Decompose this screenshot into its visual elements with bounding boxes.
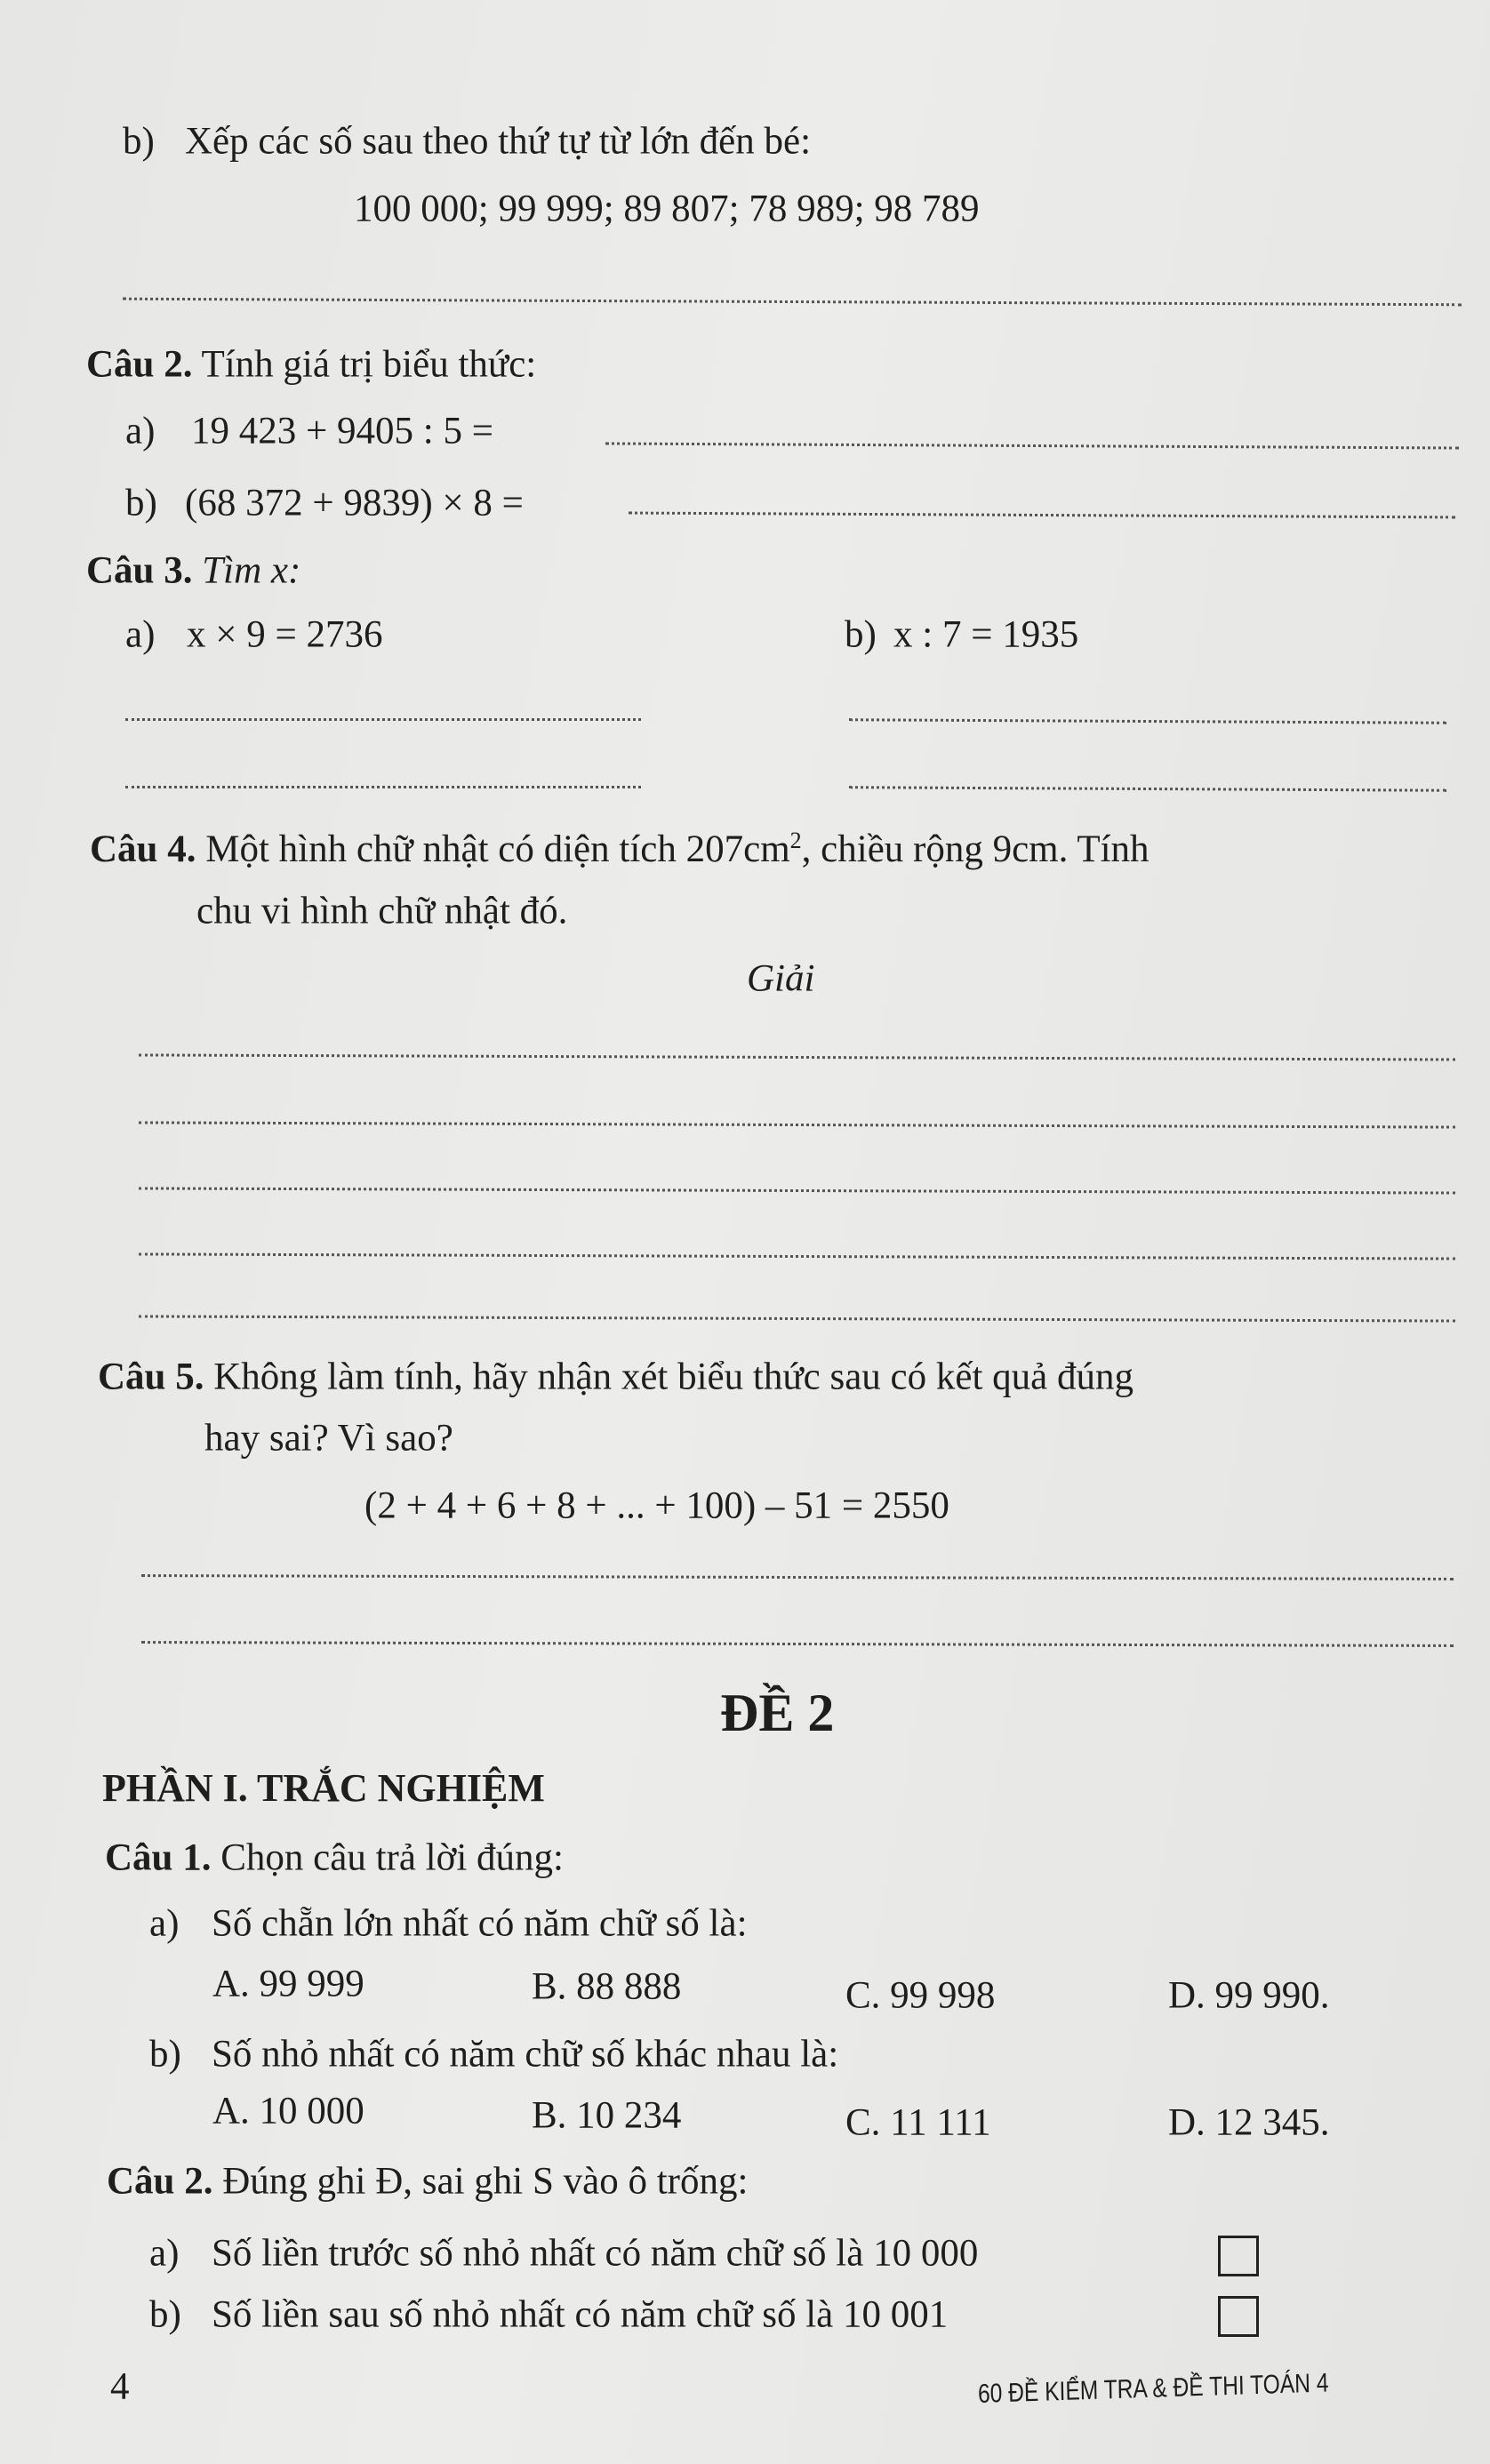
q4-text-post: , chiều rộng 9cm. Tính	[801, 828, 1150, 871]
q2-title: Câu 2.	[86, 343, 193, 386]
answer-line[interactable]	[139, 1187, 1455, 1194]
q1b-text: Xếp các số sau theo thứ tự từ lớn đến bé:	[185, 120, 812, 163]
q1b-label: b)	[123, 120, 155, 163]
de2-q1-text: Chọn câu trả lời đúng:	[220, 1836, 565, 1879]
q4-line2: chu vi hình chữ nhật đó.	[196, 890, 568, 932]
q3a-expr: x × 9 = 2736	[187, 613, 383, 656]
answer-line[interactable]	[849, 718, 1446, 724]
q1b-numbers: 100 000; 99 999; 89 807; 78 989; 98 789	[354, 188, 980, 230]
answer-line[interactable]	[849, 786, 1446, 792]
answer-line[interactable]	[605, 442, 1459, 449]
q5-expr: (2 + 4 + 6 + 8 + ... + 100) – 51 = 2550	[364, 1484, 949, 1527]
answer-line[interactable]	[629, 512, 1455, 519]
option-d: D. 99 990.	[1168, 1974, 1330, 2017]
answer-line[interactable]	[139, 1053, 1455, 1060]
q5-text: Không làm tính, hãy nhận xét biểu thức sau có kết quả đúng	[213, 1356, 1134, 1398]
de2-q1a-label: a)	[149, 1902, 180, 1945]
q3a-label: a)	[125, 613, 156, 656]
answer-line[interactable]	[139, 1252, 1455, 1260]
q2a-label: a)	[125, 410, 156, 452]
option-c: C. 11 111	[845, 2101, 991, 2144]
de2-title: ĐỀ 2	[720, 1684, 835, 1742]
de2-q2-title: Câu 2.	[107, 2160, 213, 2203]
de2-q1-title: Câu 1.	[105, 1836, 212, 1879]
option-b: B. 88 888	[532, 1965, 682, 2008]
answer-line[interactable]	[123, 298, 1462, 307]
option-d: D. 12 345.	[1168, 2101, 1330, 2144]
q4-solution-heading: Giải	[747, 957, 815, 1000]
option-a: A. 99 999	[212, 1963, 364, 2005]
q3b-expr: x : 7 = 1935	[893, 613, 1079, 656]
q2b-label: b)	[125, 482, 157, 524]
q4-sup: 2	[789, 827, 802, 853]
answer-line[interactable]	[139, 1315, 1455, 1322]
option-a: A. 10 000	[212, 2090, 364, 2132]
option-b: B. 10 234	[532, 2094, 682, 2137]
de2-q2b-label: b)	[149, 2293, 181, 2336]
footer-book-title: 60 ĐỀ KIỂM TRA & ĐỀ THI TOÁN 4	[977, 2368, 1329, 2409]
q2b-expr: (68 372 + 9839) × 8 =	[185, 482, 524, 524]
de2-q1b-label: b)	[149, 2033, 181, 2076]
de2-q2a-label: a)	[149, 2232, 180, 2275]
de2-q1b-text: Số nhỏ nhất có năm chữ số khác nhau là:	[212, 2033, 839, 2076]
q5-line2: hay sai? Vì sao?	[204, 1417, 453, 1460]
de2-q2b-text: Số liền sau số nhỏ nhất có năm chữ số là 10 001	[212, 2293, 949, 2336]
q4-title: Câu 4.	[90, 828, 196, 871]
q3-text: Tìm x:	[202, 549, 301, 592]
de2-q2-text: Đúng ghi Đ, sai ghi S vào ô trống:	[222, 2160, 749, 2203]
answer-checkbox[interactable]	[1218, 2296, 1259, 2337]
answer-checkbox[interactable]	[1218, 2236, 1259, 2276]
q3-title: Câu 3.	[86, 549, 193, 592]
de2-q1a-text: Số chẵn lớn nhất có năm chữ số là:	[212, 1902, 748, 1945]
answer-line[interactable]	[141, 1641, 1454, 1647]
option-c: C. 99 998	[845, 1974, 996, 2017]
q2a-expr: 19 423 + 9405 : 5 =	[191, 410, 493, 452]
answer-line[interactable]	[139, 1121, 1455, 1128]
q5-title: Câu 5.	[98, 1356, 204, 1398]
de2-q2a-text: Số liền trước số nhỏ nhất có năm chữ số là 10 000	[212, 2232, 979, 2275]
answer-line[interactable]	[125, 786, 641, 788]
section-heading: PHẦN I. TRẮC NGHIỆM	[102, 1766, 545, 1810]
answer-line[interactable]	[141, 1574, 1454, 1580]
q4-text: Một hình chữ nhật có diện tích 207cm	[205, 828, 790, 871]
page-number: 4	[110, 2365, 130, 2408]
q2-text: Tính giá trị biểu thức:	[201, 343, 537, 386]
q3b-label: b)	[845, 613, 877, 656]
answer-line[interactable]	[125, 718, 641, 721]
